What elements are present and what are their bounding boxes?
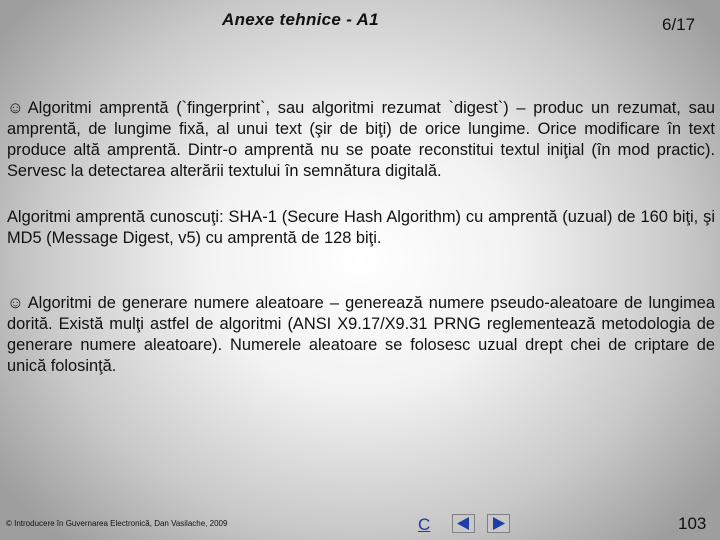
- paragraph-fingerprint-text: Algoritmi amprentă (`fingerprint`, sau algoritmi rezumat `digest`) – produc un rezumat, sau amprentă, de lungime fixă, al unui text (şir de biţi) de orice lungime. Orice modificare în text produce altă amprentă. Dintr-o amprentă nu se poate reconstitui textul iniţial (în mod practic). Servesc la detectarea alterării textului în semnătura digitală.: [7, 99, 715, 180]
- paragraph-random-generators-text: Algoritmi de generare numere aleatoare – generează numere pseudo-aleatoare de lungimea dorită. Există mulţi astfel de algoritmi (ANSI X9.17/X9.31 PRNG reglementează metodologia de generare numere aleatoare). Numerele aleatoare se folosesc uzual drept chei de criptare de unică folosinţă.: [7, 294, 715, 375]
- contents-link[interactable]: C: [418, 515, 431, 534]
- smiley-bullet-icon: ☺: [7, 294, 24, 312]
- slide-title: Anexe tehnice - A1: [222, 10, 379, 29]
- page-counter: 6/17: [662, 15, 696, 34]
- paragraph-random-generators: [7, 293, 715, 377]
- smiley-bullet-icon: ☺: [7, 99, 24, 117]
- triangle-right-icon: [488, 515, 509, 532]
- triangle-left-icon: [453, 515, 474, 532]
- next-slide-button[interactable]: [487, 514, 510, 533]
- slide-number: 103: [678, 514, 707, 533]
- paragraph-fingerprint: [7, 98, 715, 182]
- paragraph-known-algorithms: Algoritmi amprentă cunoscuţi: SHA-1 (Secure Hash Algorithm) cu amprentă (uzual) de 160 biţi, şi MD5 (Message Digest, v5) cu amprentă de 128 biţi.: [7, 208, 715, 247]
- previous-slide-button[interactable]: [452, 514, 475, 533]
- footer-credit: © Introducere în Guvernarea Electronică, Dan Vasilache, 2009: [6, 519, 228, 528]
